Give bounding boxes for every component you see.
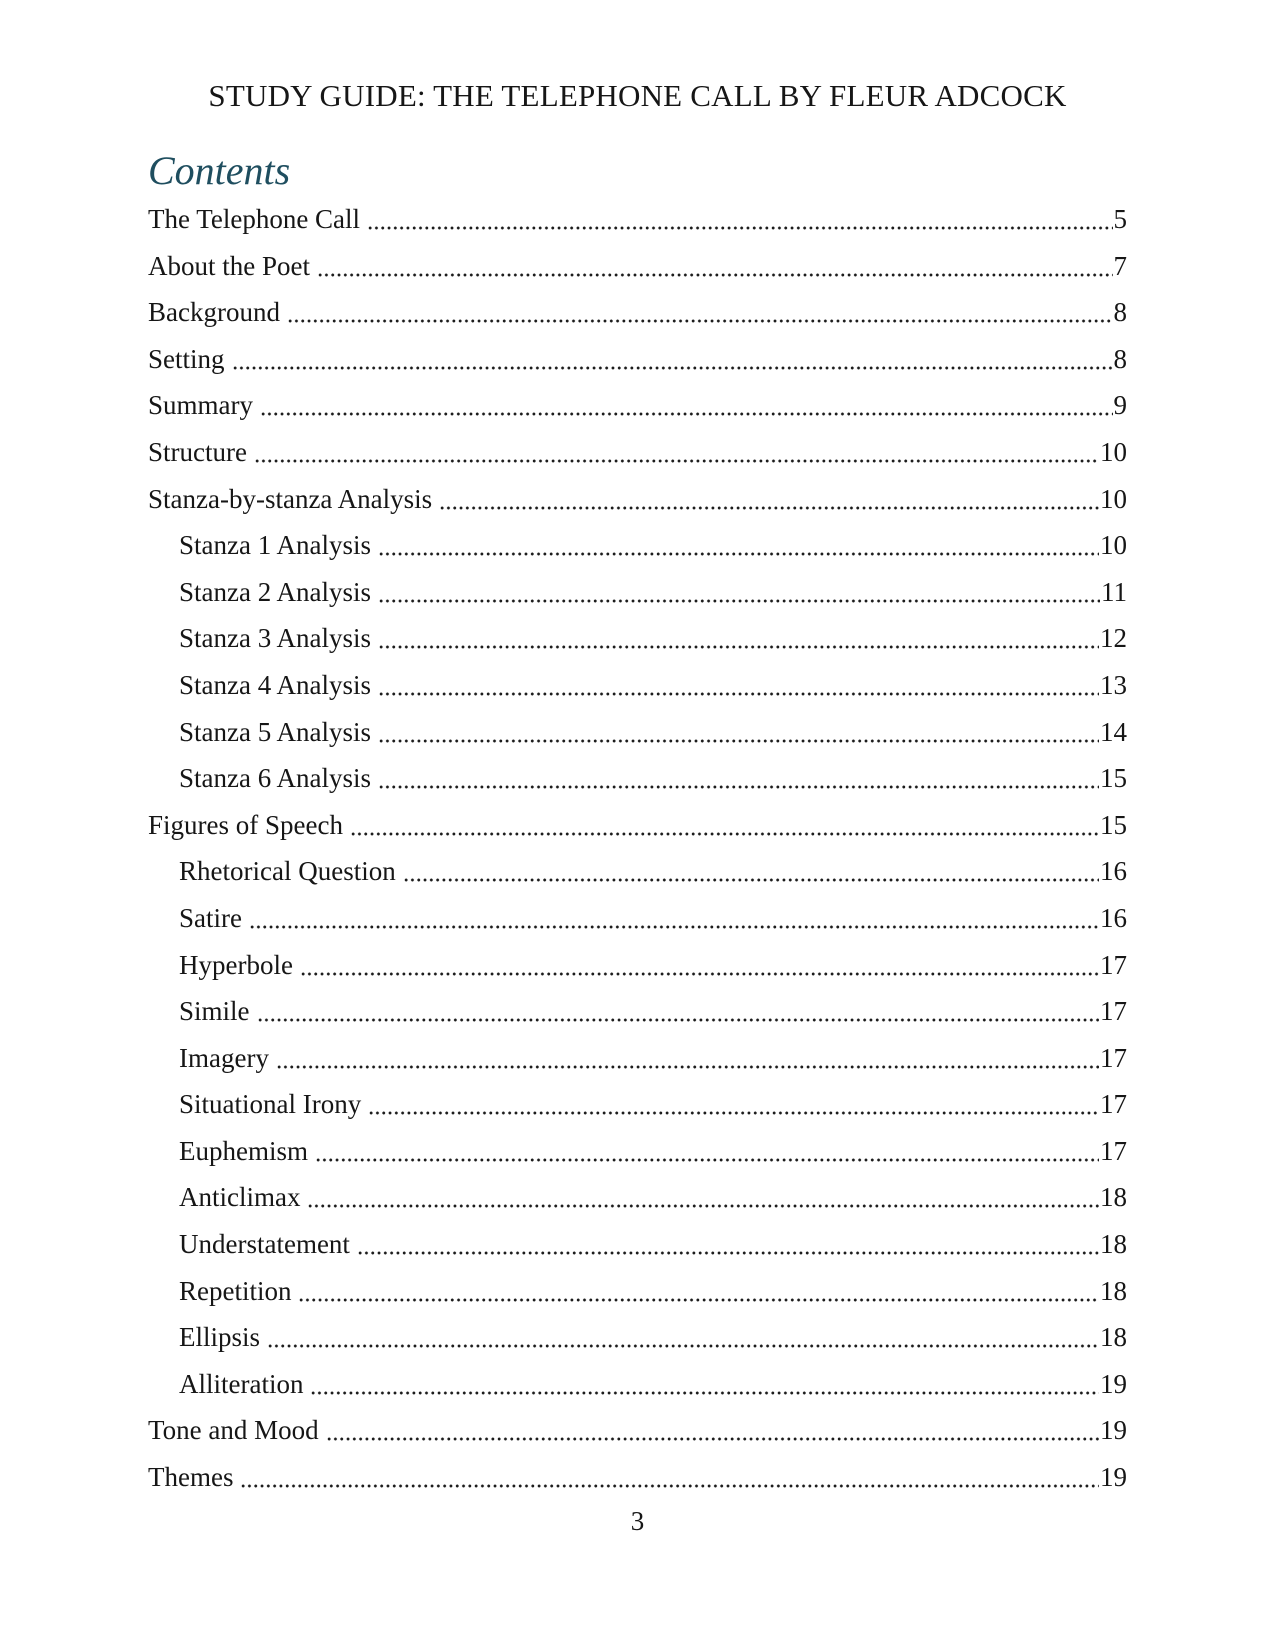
toc-dot-leader: [257, 996, 1099, 1026]
toc-dot-leader: [310, 1369, 1099, 1399]
toc-entry-label: The Telephone Call: [148, 204, 361, 234]
toc-dot-leader: [260, 390, 1113, 420]
toc-entry[interactable]: [148, 950, 1127, 980]
toc-entry-page: 17: [1100, 1135, 1127, 1166]
toc-entry-page: 12: [1100, 623, 1127, 654]
toc-entry[interactable]: [148, 390, 1127, 420]
toc-dot-leader: [350, 810, 1099, 840]
toc-entry-label: Stanza-by-stanza Analysis: [148, 483, 433, 514]
toc-entry-page: 10: [1100, 483, 1127, 514]
toc-entry-label: Situational Irony: [179, 1089, 362, 1120]
toc-entry-label: Alliteration: [179, 1368, 304, 1399]
toc-entry[interactable]: [148, 204, 1127, 234]
toc-entry[interactable]: [148, 1462, 1127, 1492]
toc-entry-page: 19: [1100, 1462, 1127, 1493]
toc-entry-label: Stanza 1 Analysis: [179, 530, 371, 561]
toc-entry-page: 17: [1100, 1089, 1127, 1120]
toc-entry[interactable]: [148, 1089, 1127, 1119]
toc-dot-leader: [249, 903, 1099, 933]
toc-entry-page: 16: [1100, 902, 1127, 933]
toc-entry[interactable]: [148, 344, 1127, 374]
toc-entry[interactable]: [148, 1043, 1127, 1073]
toc-dot-leader: [287, 297, 1113, 327]
toc-dot-leader: [300, 950, 1099, 980]
toc-dot-leader: [378, 623, 1099, 653]
toc-entry[interactable]: [148, 623, 1127, 653]
toc-entry-label: Satire: [179, 902, 242, 933]
toc-entry-label: Stanza 5 Analysis: [179, 716, 371, 747]
toc-entry[interactable]: [148, 1322, 1127, 1352]
toc-entry-label: Summary: [148, 390, 253, 421]
toc-entry[interactable]: [148, 1136, 1127, 1166]
toc-entry-label: Rhetorical Question: [179, 856, 396, 887]
page-number: 3: [630, 1506, 645, 1536]
toc-entry[interactable]: [148, 996, 1127, 1026]
toc-entry-label: Euphemism: [179, 1135, 308, 1166]
toc-entry[interactable]: [148, 577, 1127, 607]
toc-dot-leader: [267, 1322, 1099, 1352]
toc-entry-label: Understatement: [179, 1229, 350, 1260]
toc-entry-page: 11: [1101, 576, 1127, 607]
toc-entry[interactable]: [148, 530, 1127, 560]
document-header-title: STUDY GUIDE: THE TELEPHONE CALL BY FLEUR ADCOCK: [208, 78, 1067, 113]
toc-dot-leader: [357, 1229, 1099, 1259]
toc-entry-label: Simile: [179, 996, 250, 1027]
toc-entry[interactable]: [148, 1229, 1127, 1259]
toc-entry-page: 10: [1100, 436, 1127, 467]
toc-entry-page: 16: [1100, 856, 1127, 887]
toc-entry-label: Themes: [148, 1462, 234, 1493]
toc-entry-page: 14: [1100, 716, 1127, 747]
toc-entry-label: About the Poet: [148, 250, 310, 281]
toc-entry-label: Stanza 4 Analysis: [179, 669, 371, 700]
toc-dot-leader: [378, 577, 1100, 607]
toc-entry[interactable]: [148, 1369, 1127, 1399]
toc-entry-page: 5: [1113, 204, 1127, 234]
toc-entry-page: 17: [1100, 996, 1127, 1027]
toc-entry-page: 8: [1113, 297, 1127, 328]
toc-entry[interactable]: [148, 297, 1127, 327]
toc-entry-label: Background: [148, 297, 280, 328]
toc-entry-page: 18: [1100, 1322, 1127, 1353]
toc-dot-leader: [378, 717, 1099, 747]
toc-entry-label: Setting: [148, 343, 225, 374]
toc-dot-leader: [307, 1182, 1099, 1212]
toc-entry-label: Stanza 3 Analysis: [179, 623, 371, 654]
toc-entry[interactable]: [148, 763, 1127, 793]
toc-entry[interactable]: [148, 810, 1127, 840]
toc-dot-leader: [315, 1136, 1099, 1166]
toc-entry[interactable]: [148, 251, 1127, 281]
toc-entry-page: 18: [1100, 1275, 1127, 1306]
toc-dot-leader: [298, 1276, 1099, 1306]
toc-entry-page: 8: [1113, 343, 1127, 374]
toc-entry-label: Repetition: [179, 1275, 292, 1306]
toc-entry[interactable]: [148, 717, 1127, 747]
toc-entry-label: Anticlimax: [179, 1182, 301, 1213]
toc-entry[interactable]: [148, 1415, 1127, 1445]
toc-entry[interactable]: [148, 903, 1127, 933]
toc-dot-leader: [317, 251, 1113, 281]
toc-entry-page: 15: [1100, 809, 1127, 840]
toc-entry-label: Stanza 6 Analysis: [179, 763, 371, 794]
toc-entry-page: 7: [1113, 250, 1127, 281]
toc-entry[interactable]: [148, 437, 1127, 467]
toc-entry-label: Ellipsis: [179, 1322, 261, 1353]
toc-dot-leader: [232, 344, 1113, 374]
toc-entry-label: Imagery: [179, 1042, 269, 1073]
toc-entry-page: 13: [1100, 669, 1127, 700]
contents-title: Contents: [148, 148, 291, 193]
toc-entry[interactable]: [148, 856, 1127, 886]
toc-entry[interactable]: [148, 670, 1127, 700]
toc-entry-page: 17: [1100, 1042, 1127, 1073]
toc-entry-page: 9: [1113, 390, 1127, 421]
toc-entry-page: 19: [1100, 1368, 1127, 1399]
toc-entry-label: Stanza 2 Analysis: [179, 576, 371, 607]
toc-entry-page: 10: [1100, 530, 1127, 561]
toc-dot-leader: [378, 530, 1099, 560]
toc-entry-label: Figures of Speech: [148, 809, 343, 840]
toc-dot-leader: [240, 1462, 1099, 1492]
toc-dot-leader: [326, 1415, 1099, 1445]
toc-dot-leader: [254, 437, 1099, 467]
toc-entry-label: Hyperbole: [179, 949, 293, 980]
toc-dot-leader: [368, 1089, 1099, 1119]
toc-entry-page: 18: [1100, 1229, 1127, 1260]
toc-entry-label: Tone and Mood: [148, 1415, 319, 1446]
toc-dot-leader: [403, 856, 1099, 886]
toc-dot-leader: [276, 1043, 1099, 1073]
toc-entry-page: 19: [1100, 1415, 1127, 1446]
table-of-contents: [148, 204, 1127, 1492]
toc-entry[interactable]: [148, 1276, 1127, 1306]
toc-entry-page: 18: [1100, 1182, 1127, 1213]
toc-entry[interactable]: [148, 1182, 1127, 1212]
toc-entry-page: 15: [1100, 763, 1127, 794]
toc-dot-leader: [378, 670, 1099, 700]
toc-entry-label: Structure: [148, 436, 247, 467]
toc-dot-leader: [378, 763, 1099, 793]
toc-dot-leader: [439, 484, 1099, 514]
toc-dot-leader: [367, 204, 1112, 234]
toc-entry-page: 17: [1100, 949, 1127, 980]
toc-entry[interactable]: [148, 484, 1127, 514]
